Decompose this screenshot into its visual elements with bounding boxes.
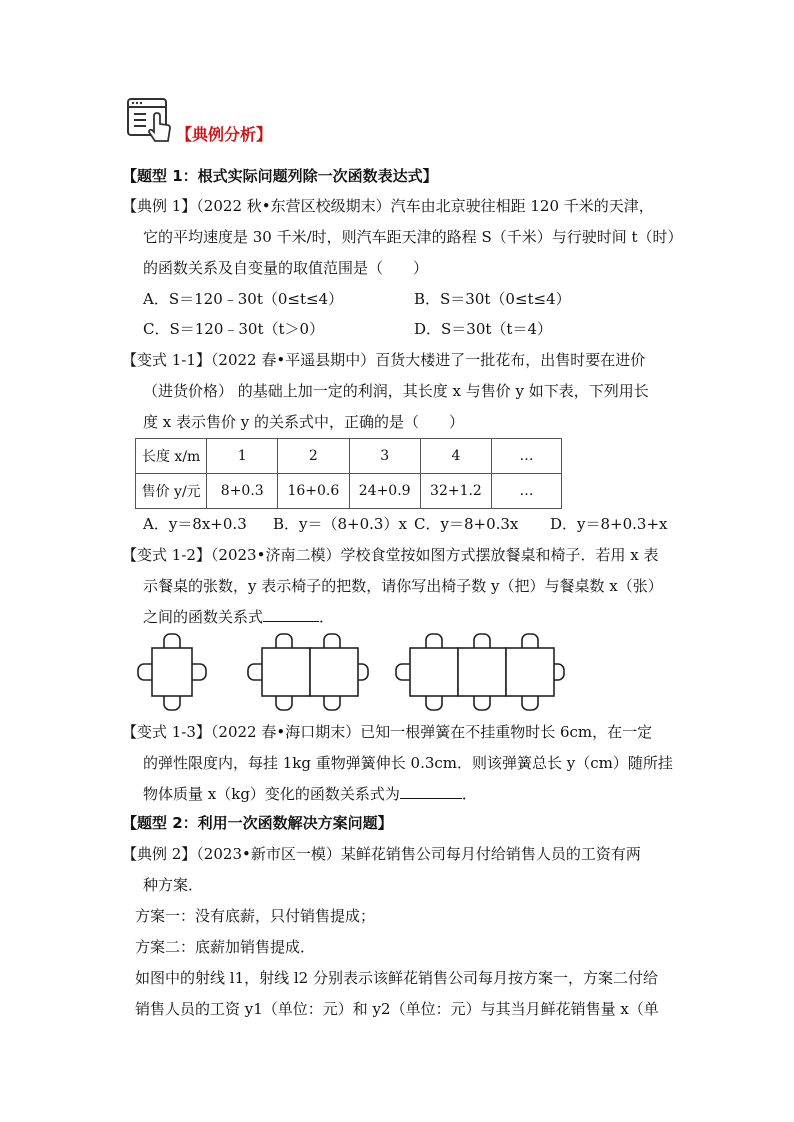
variant2-line-2: 示餐桌的张数，y 表示椅子的把数，请你写出椅子数 y（把）与餐桌数 x（张） [143,577,663,595]
table-cell: … [492,474,562,509]
variant1-option-c: C．y＝8+0.3x [414,515,519,533]
example1-line-2: 它的平均速度是 30 千米/时，则汽车距天津的路程 S（千米）与行驶时间 t（时） [143,228,683,246]
table-cell: 3 [349,439,420,474]
variant1-line-3: 度 x 表示售价 y 的关系式中，正确的是（ ） [143,413,465,431]
table-cell: 长度 x/m [136,439,207,474]
section2-heading: 【题型 2：利用一次函数解决方案问题】 [122,814,393,832]
price-table [135,438,562,509]
variant3-line-2: 的弹性限度内，每挂 1kg 重物弹簧伸长 0.3cm．则该弹簧总长 y（cm）随所挂 [143,754,673,772]
variant1-option-d: D．y＝8+0.3+x [550,515,668,533]
variant3-line-3-text: 物体质量 x（kg）变化的函数关系式为 [143,785,400,803]
example2-line-2: 种方案． [143,876,204,894]
example2-line-6: 销售人员的工资 y1（单位：元）和 y2（单位：元）与其当月鲜花销售量 x（单 [135,1000,659,1018]
variant2-line-3 [143,607,334,627]
variant3-line-3 [143,784,477,804]
table-row [136,439,562,474]
example1-option-c: C．S＝120﹣30t（t＞0） [143,320,325,338]
answer-blank[interactable] [400,784,462,799]
table-cell: 售价 y/元 [136,474,207,509]
variant3-end: ． [461,785,477,803]
table-cell: 1 [207,439,278,474]
section1-heading: 【题型 1：根式实际问题列除一次函数表达式】 [122,167,438,185]
variant1-line-1: 【变式 1-1】（2022 春•平遥县期中）百货大楼进了一批花布，出售时要在进价 [122,351,646,369]
variant2-line-3-text: 之间的函数关系式 [143,608,264,626]
example1-option-d: D．S＝30t（t＝4） [414,320,552,338]
variant3-line-1: 【变式 1-3】（2022 春•海口期末）已知一根弹簧在不挂重物时长 6cm，在一定 [122,723,653,741]
example1-option-a: A．S＝120﹣30t（0≤t≤4） [143,290,344,308]
table-cell: 32+1.2 [420,474,491,509]
example1-option-b: B．S＝30t（0≤t≤4） [414,290,571,308]
example1-line-3: 的函数关系及自变量的取值范围是（ ） [143,259,429,277]
answer-blank[interactable] [263,607,319,622]
variant1-option-a: A．y＝8x+0.3 [143,515,247,533]
example2-line-5: 如图中的射线 l1，射线 l2 分别表示该鲜花销售公司每月按方案一，方案二付给 [135,969,658,987]
example2-line-4: 方案二：底薪加销售提成． [135,938,316,956]
table-cell: 2 [278,439,349,474]
tables-chairs-diagram [132,632,572,712]
browser-hand-icon [126,96,176,144]
section-header-title: 【典例分析】 [176,125,273,144]
table-cell: 8+0.3 [207,474,278,509]
table-cell: … [492,439,562,474]
example1-line-1: 【典例 1】（2022 秋•东营区校级期末）汽车由北京驶往相距 120 千米的天津， [122,197,654,215]
variant2-end: ． [319,608,335,626]
example2-line-3: 方案一：没有底薪，只付销售提成； [135,907,376,925]
example2-line-1: 【典例 2】（2023•新市区一模）某鲜花销售公司每月付给销售人员的工资有两 [122,845,641,863]
table-cell: 4 [420,439,491,474]
table-cell: 16+0.6 [278,474,349,509]
variant2-line-1: 【变式 1-2】（2023•济南二模）学校食堂按如图方式摆放餐桌和椅子．若用 x 表 [122,546,659,564]
table-cell: 24+0.9 [349,474,420,509]
table-row [136,474,562,509]
variant1-line-2: （进货价格） 的基础上加一定的利润，其长度 x 与售价 y 如下表，下列用长 [143,382,649,400]
variant1-option-b: B．y＝（8+0.3）x [273,515,407,533]
